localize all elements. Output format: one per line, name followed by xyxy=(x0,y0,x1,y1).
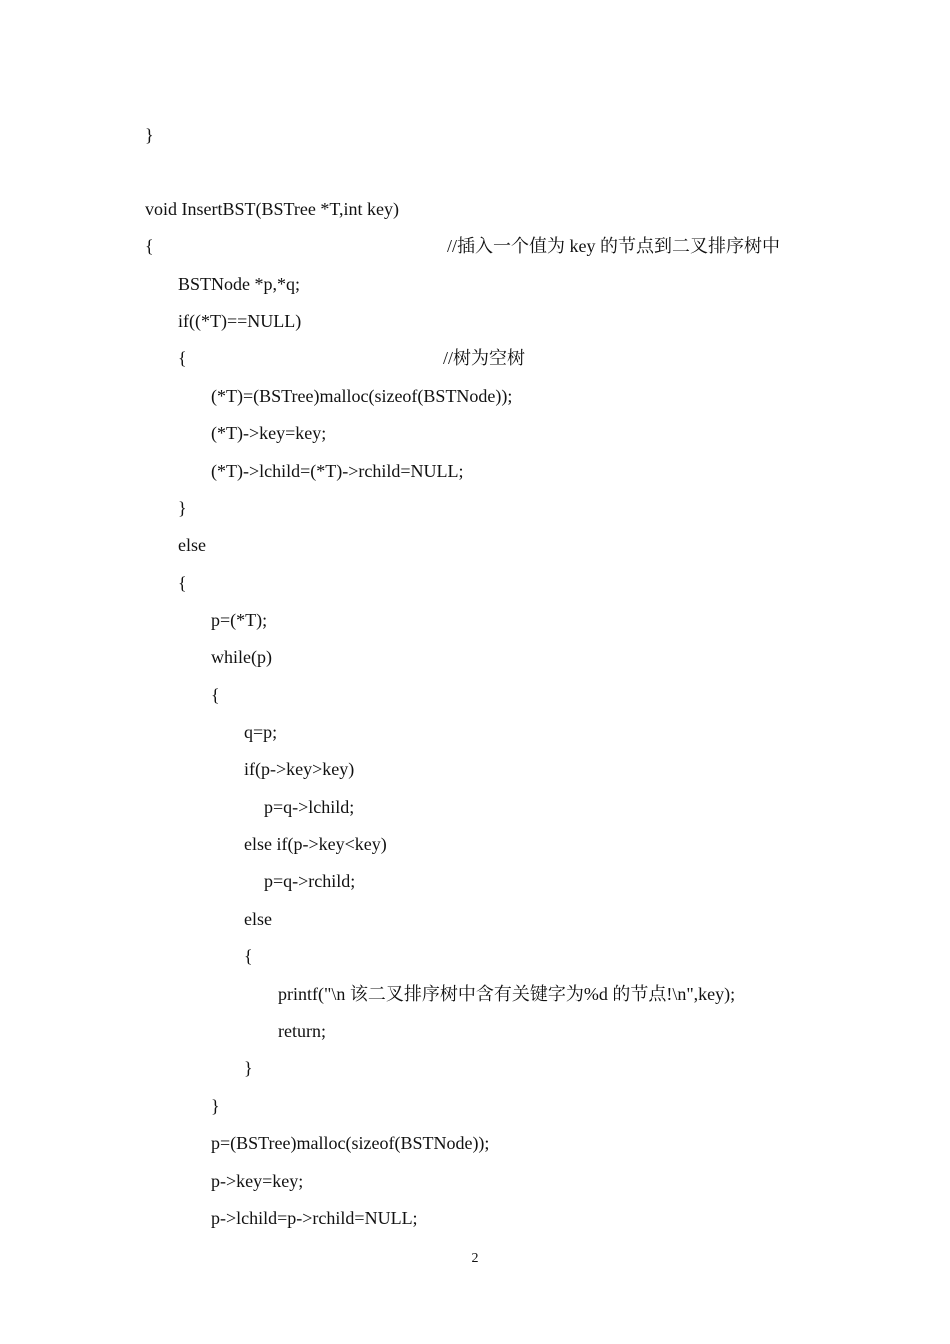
code-line: (*T)=(BSTree)malloc(sizeof(BSTNode)); xyxy=(211,386,513,406)
code-comment: //树为空树 xyxy=(443,348,526,368)
code-line: { xyxy=(178,573,187,593)
code-line: } xyxy=(145,125,154,145)
code-line: else if(p->key<key) xyxy=(244,834,387,854)
code-line: (*T)->lchild=(*T)->rchild=NULL; xyxy=(211,461,464,481)
code-line: if((*T)==NULL) xyxy=(178,311,302,331)
code-line: p->key=key; xyxy=(211,1171,304,1191)
code-line: (*T)->key=key; xyxy=(211,423,327,443)
code-line: p=(BSTree)malloc(sizeof(BSTNode)); xyxy=(211,1133,490,1153)
code-line: { xyxy=(178,348,187,368)
code-line: else xyxy=(244,909,272,929)
page-number: 2 xyxy=(471,1251,479,1266)
code-line: p=q->rchild; xyxy=(264,871,356,891)
code-line: } xyxy=(178,498,187,518)
code-line: while(p) xyxy=(211,647,272,667)
code-line: } xyxy=(211,1096,220,1116)
code-line: { xyxy=(145,236,154,256)
code-line: void InsertBST(BSTree *T,int key) xyxy=(145,199,399,219)
code-line: p->lchild=p->rchild=NULL; xyxy=(211,1208,418,1228)
code-line: return; xyxy=(278,1021,326,1041)
code-line: p=(*T); xyxy=(211,610,268,630)
code-line: if(p->key>key) xyxy=(244,759,355,779)
code-line: } xyxy=(244,1058,253,1078)
code-line: BSTNode *p,*q; xyxy=(178,274,301,294)
code-line: { xyxy=(244,946,253,966)
code-line: p=q->lchild; xyxy=(264,797,355,817)
code-line: else xyxy=(178,535,206,555)
code-comment: //插入一个值为 key 的节点到二叉排序树中 xyxy=(447,236,780,256)
code-line: printf("\n 该二叉排序树中含有关键字为%d 的节点!\n",key); xyxy=(278,984,736,1004)
code-line: q=p; xyxy=(244,722,278,742)
code-line: { xyxy=(211,685,220,705)
